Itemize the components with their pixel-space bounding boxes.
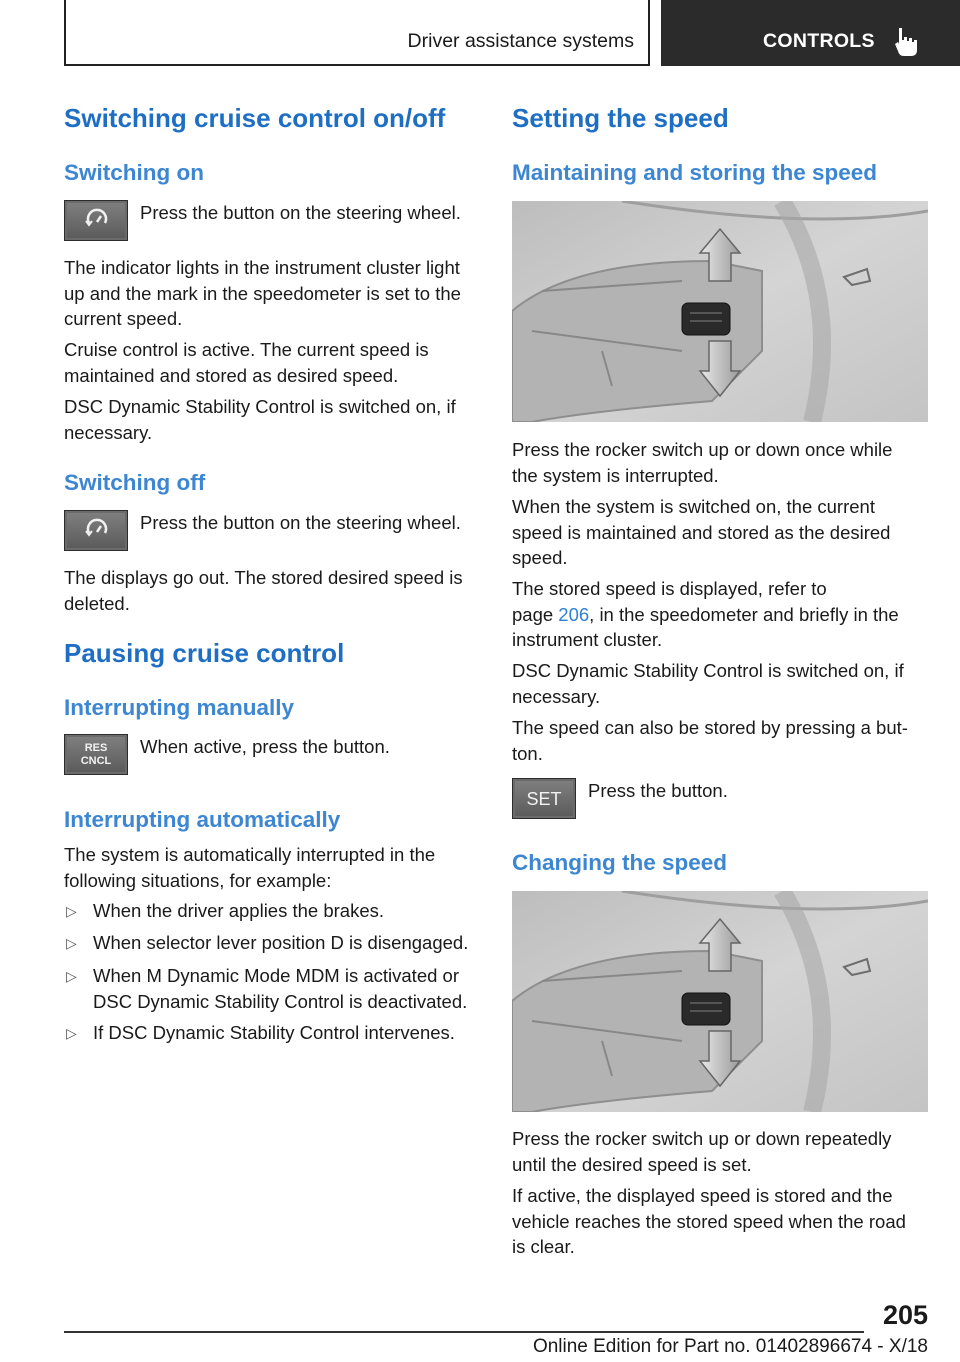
cncl-label: CNCL	[80, 755, 112, 767]
paragraph-if-active: If active, the displayed speed is stored and the vehicle reaches the stored speed when the road is clear.	[512, 1185, 906, 1257]
subheading-maintaining-storing: Maintaining and storing the speed	[512, 160, 878, 185]
header-section-title: Driver assistance systems	[407, 30, 634, 52]
set-button-icon	[512, 778, 576, 819]
paragraph-stored-speed-displayed: The stored speed is displayed, refer to page 206, in the speedometer and briefly in the instrument cluster.	[512, 578, 899, 650]
heading-pausing-cruise-control: Pausing cruise control	[64, 638, 345, 668]
paragraph-dsc-on-2: DSC Dynamic Stability Control is switched on, if necessary.	[512, 660, 904, 707]
paragraph-auto-interrupt: The system is automatically interrupted in the following situations, for example:	[64, 844, 436, 891]
page-number: 205	[882, 1300, 928, 1330]
steering-wheel-rocker-photo	[512, 891, 928, 1112]
interrupt-manual-instruction: When active, press the button.	[140, 736, 390, 757]
switching-on-instruction: Press the button on the steering wheel.	[140, 202, 461, 223]
paragraph-rocker-once: Press the rocker switch up or down once while the system is interrupted.	[512, 439, 893, 486]
subheading-switching-on: Switching on	[64, 160, 204, 185]
list-bullet-icon: ▷	[66, 935, 77, 951]
paragraph-system-switched-on: When the system is switched on, the current speed is maintained and stored as the desired speed.	[512, 496, 891, 568]
list-bullet-icon: ▷	[66, 1025, 77, 1041]
cruise-control-button-icon	[64, 200, 128, 241]
heading-switching-cruise-control: Switching cruise control on/off	[64, 103, 446, 133]
list-item: When the driver applies the brakes.	[93, 900, 385, 921]
switching-off-instruction: Press the button on the steering wheel.	[140, 512, 461, 533]
paragraph-store-by-button: The speed can also be stored by pressing a but‐ ton.	[512, 717, 908, 764]
list-item: When M Dynamic Mode MDM is activated or DSC Dynamic Stability Control is deactivated.	[93, 965, 468, 1012]
list-item: When selector lever position D is disengaged.	[93, 932, 469, 953]
footer-edition: Online Edition for Part no. 01402896674 - X/18	[532, 1336, 928, 1357]
subheading-switching-off: Switching off	[64, 470, 206, 495]
footer-divider	[64, 1331, 864, 1333]
steering-wheel-rocker-photo	[512, 201, 928, 422]
subheading-changing-speed: Changing the speed	[512, 850, 728, 875]
list-bullet-icon: ▷	[66, 968, 77, 984]
heading-setting-the-speed: Setting the speed	[512, 103, 729, 133]
pointing-hand-icon	[893, 26, 923, 58]
paragraph-cruise-active: Cruise control is active. The current speed is maintained and stored as desired speed.	[64, 339, 429, 386]
list-item: If DSC Dynamic Stability Control intervenes.	[93, 1022, 455, 1043]
paragraph-displays-go-out: The displays go out. The stored desired speed is deleted.	[64, 567, 463, 614]
cruise-control-button-icon	[64, 510, 128, 551]
res-cncl-button-icon	[64, 734, 128, 775]
paragraph-indicator-lights: The indicator lights in the instrument cluster light up and the mark in the speedometer is set to the current speed.	[64, 257, 461, 329]
paragraph-rocker-repeatedly: Press the rocker switch up or down repeatedly until the desired speed is set.	[512, 1128, 892, 1175]
subheading-interrupting-automatically: Interrupting automatically	[64, 807, 341, 832]
set-label: SET	[526, 789, 562, 809]
page-206-link[interactable]: 206	[558, 603, 590, 625]
list-bullet-icon: ▷	[66, 903, 77, 919]
paragraph-dsc-on: DSC Dynamic Stability Control is switched on, if necessary.	[64, 396, 456, 443]
set-button-instruction: Press the button.	[588, 780, 728, 801]
header-section-box	[64, 0, 650, 66]
res-label: RES	[84, 742, 108, 754]
subheading-interrupting-manually: Interrupting manually	[64, 695, 295, 720]
header-chapter-title: CONTROLS	[763, 30, 875, 52]
